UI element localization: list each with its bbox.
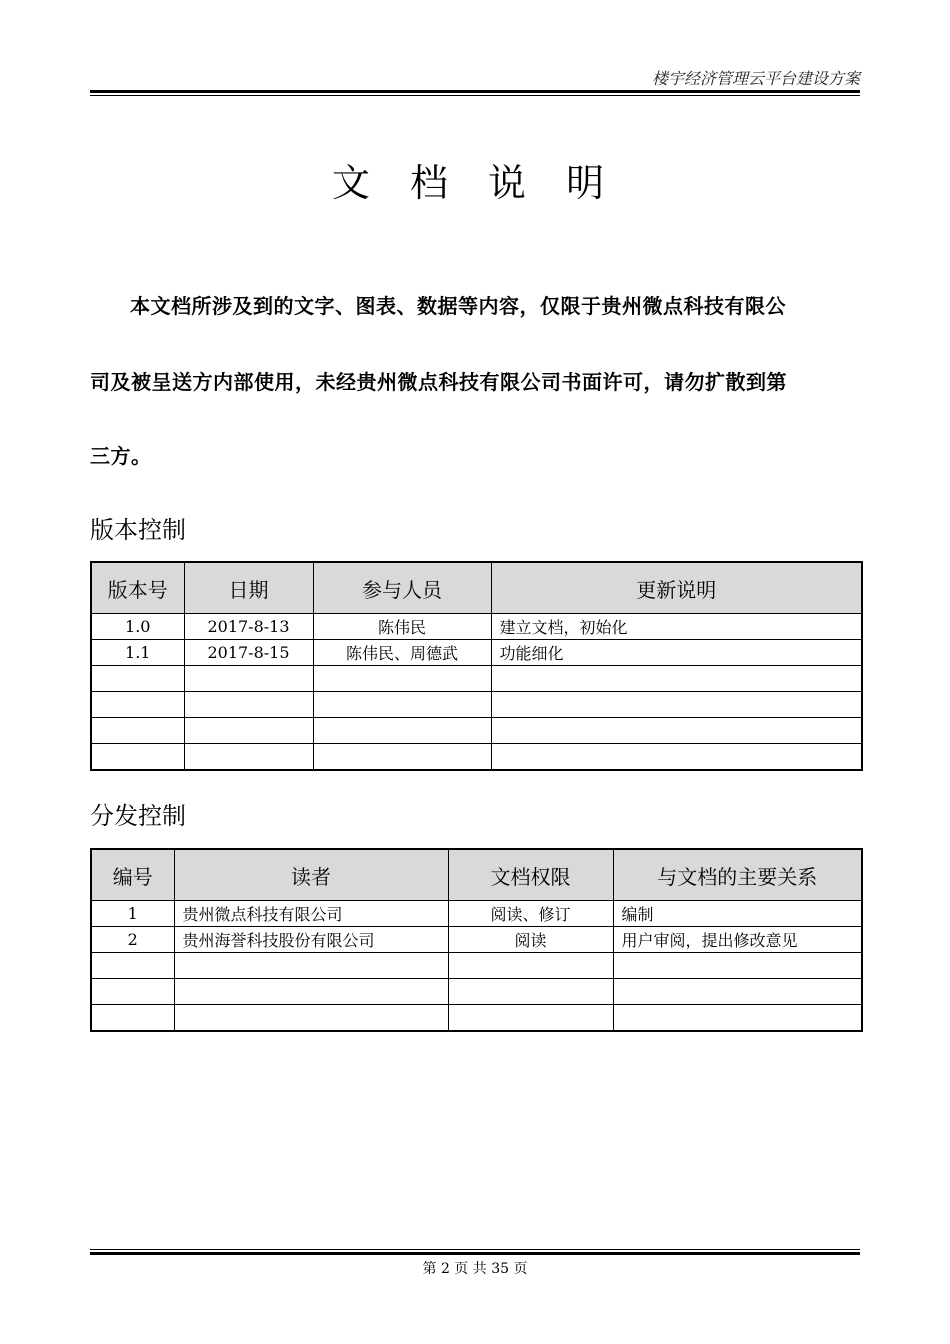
running-header: 楼宇经济管理云平台建设方案 bbox=[651, 69, 860, 88]
table-cell bbox=[448, 1005, 613, 1032]
table-row bbox=[91, 692, 862, 718]
table-cell: 建立文档，初始化 bbox=[491, 614, 862, 640]
table-cell bbox=[613, 979, 862, 1005]
table-cell bbox=[491, 718, 862, 744]
table-cell bbox=[491, 744, 862, 771]
page-title: 文 档 说 明 bbox=[331, 161, 619, 205]
table-row bbox=[91, 744, 862, 771]
table-cell: 2017-8-15 bbox=[184, 640, 313, 666]
column-header: 日期 bbox=[184, 562, 313, 614]
table-cell bbox=[491, 692, 862, 718]
footer-rule-thin bbox=[90, 1249, 860, 1250]
footer-rule bbox=[90, 1252, 860, 1255]
table-cell: 1.1 bbox=[91, 640, 184, 666]
table-row bbox=[91, 666, 862, 692]
table-cell bbox=[491, 666, 862, 692]
table-cell bbox=[91, 744, 184, 771]
header-rule bbox=[90, 90, 860, 93]
column-header: 版本号 bbox=[91, 562, 184, 614]
table-cell bbox=[91, 1005, 174, 1032]
table-cell bbox=[313, 744, 491, 771]
table-cell bbox=[174, 979, 448, 1005]
table-cell bbox=[448, 953, 613, 979]
distribution-control-heading: 分发控制 bbox=[90, 802, 186, 830]
table-cell: 阅读 bbox=[448, 927, 613, 953]
table-cell: 编制 bbox=[613, 901, 862, 927]
table-row bbox=[91, 953, 862, 979]
column-header: 编号 bbox=[91, 849, 174, 901]
table-cell: 贵州微点科技有限公司 bbox=[174, 901, 448, 927]
column-header: 文档权限 bbox=[448, 849, 613, 901]
table-cell bbox=[184, 666, 313, 692]
table-cell bbox=[184, 718, 313, 744]
table-cell: 2017-8-13 bbox=[184, 614, 313, 640]
table-cell bbox=[174, 1005, 448, 1032]
table-cell bbox=[184, 692, 313, 718]
table-cell: 1 bbox=[91, 901, 174, 927]
column-header: 参与人员 bbox=[313, 562, 491, 614]
table-cell bbox=[448, 979, 613, 1005]
table-cell bbox=[313, 692, 491, 718]
column-header: 与文档的主要关系 bbox=[613, 849, 862, 901]
version-table bbox=[90, 561, 863, 771]
table-cell bbox=[91, 718, 184, 744]
table-cell bbox=[313, 666, 491, 692]
page-number: 第 2 页 共 35 页 bbox=[422, 1261, 528, 1277]
table-cell: 陈伟民 bbox=[313, 614, 491, 640]
table-cell: 1.0 bbox=[91, 614, 184, 640]
table-cell: 2 bbox=[91, 927, 174, 953]
table-row bbox=[91, 614, 862, 640]
table-header-row bbox=[91, 562, 862, 614]
table-header-row bbox=[91, 849, 862, 901]
distribution-table bbox=[90, 848, 863, 1032]
intro-line-2: 司及被呈送方内部使用，未经贵州微点科技有限公司书面许可，请勿扩散到第 bbox=[90, 370, 787, 394]
table-cell bbox=[184, 744, 313, 771]
table-cell bbox=[91, 953, 174, 979]
table-cell bbox=[91, 692, 184, 718]
table-cell bbox=[174, 953, 448, 979]
version-control-heading: 版本控制 bbox=[90, 516, 186, 544]
table-row bbox=[91, 979, 862, 1005]
table-cell bbox=[613, 1005, 862, 1032]
header-rule-thin bbox=[90, 95, 860, 96]
table-cell: 阅读、修订 bbox=[448, 901, 613, 927]
intro-line-1: 本文档所涉及到的文字、图表、数据等内容，仅限于贵州微点科技有限公 bbox=[130, 294, 786, 318]
intro-line-3: 三方。 bbox=[90, 444, 152, 468]
table-cell bbox=[313, 718, 491, 744]
table-row bbox=[91, 718, 862, 744]
table-cell bbox=[91, 979, 174, 1005]
table-cell: 贵州海誉科技股份有限公司 bbox=[174, 927, 448, 953]
column-header: 读者 bbox=[174, 849, 448, 901]
column-header: 更新说明 bbox=[491, 562, 862, 614]
table-cell bbox=[613, 953, 862, 979]
table-row bbox=[91, 1005, 862, 1032]
table-cell: 陈伟民、周德武 bbox=[313, 640, 491, 666]
table-cell: 功能细化 bbox=[491, 640, 862, 666]
table-cell bbox=[91, 666, 184, 692]
table-row bbox=[91, 901, 862, 927]
table-row bbox=[91, 927, 862, 953]
table-cell: 用户审阅，提出修改意见 bbox=[613, 927, 862, 953]
table-row bbox=[91, 640, 862, 666]
